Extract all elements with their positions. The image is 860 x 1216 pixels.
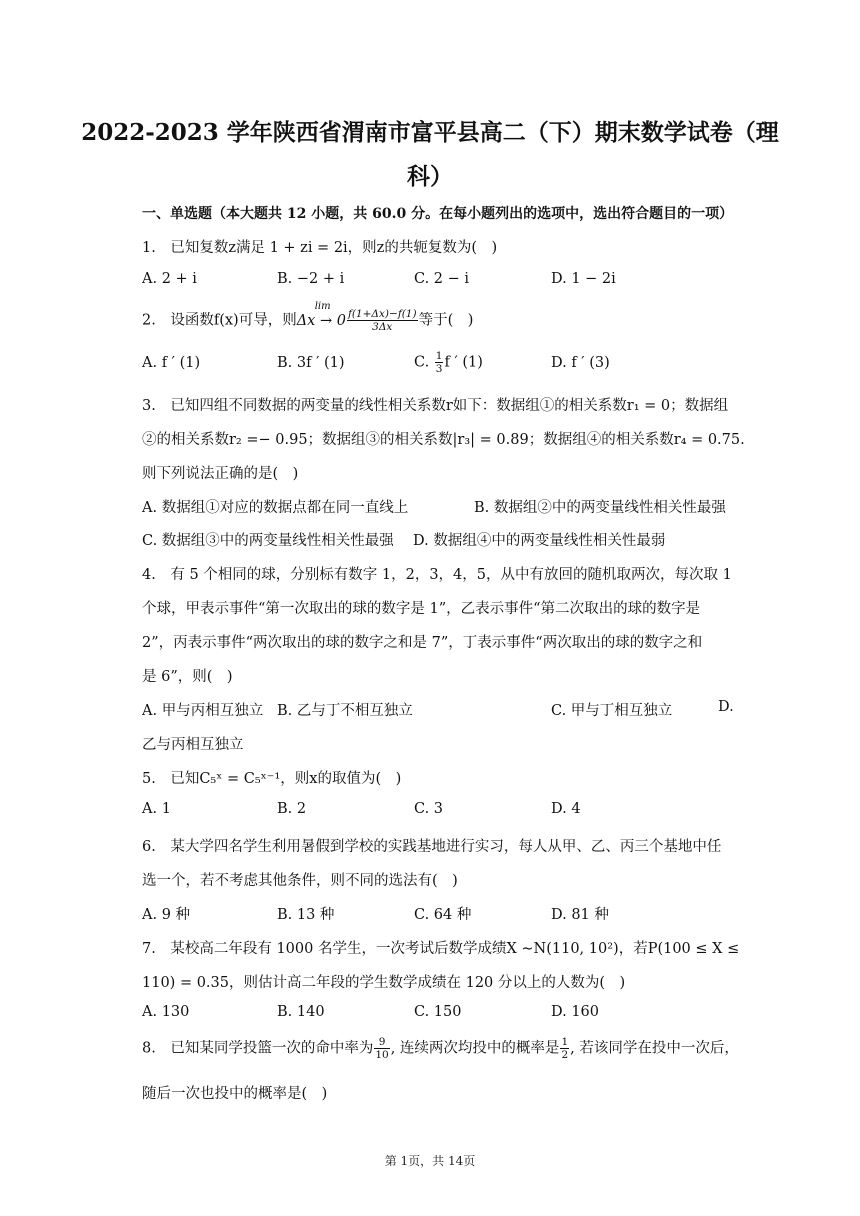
q5-option-b: B. 2	[277, 801, 307, 817]
question-4-line1: 4. 有 5 个相同的球，分别标有数字 1，2，3，4，5，从中有放回的随机取两次，每次取 1	[142, 567, 732, 583]
q2-option-b: B. 3f ′ (1)	[277, 355, 345, 371]
question-2-stem	[142, 300, 474, 333]
q3-option-d: D. 数据组④中的两变量线性相关性最弱	[413, 533, 666, 549]
q2-frac-den: 3Δx	[372, 321, 393, 333]
q3-option-a: A. 数据组①对应的数据点都在同一直线上	[142, 500, 409, 516]
q2-option-c	[414, 350, 483, 375]
q5-option-a: A. 1	[142, 801, 171, 817]
frac-den: 2	[561, 1049, 569, 1061]
question-5-stem: 5. 已知C₅ˣ = C₅ˣ⁻¹，则x的取值为( )	[142, 771, 402, 787]
frac-den: 10	[375, 1049, 389, 1061]
q2-stem-pre: 2. 设函数f(x)可导，则	[142, 312, 297, 329]
q7-option-d: D. 160	[551, 1004, 600, 1020]
question-6-line1: 6. 某大学四名学生利用暑假到学校的实践基地进行实习，每人从甲、乙、丙三个基地中任	[142, 839, 722, 855]
q2-fraction	[347, 308, 418, 333]
frac-num: 1	[435, 350, 443, 362]
q8-post: , 若该同学在投中一次后，	[570, 1040, 739, 1057]
page-title-cont: 科）	[407, 163, 453, 190]
question-7-line2: 110) = 0.35，则估计高二年段的学生数学成绩在 120 分以上的人数为( )	[142, 975, 626, 991]
q4-option-b: B. 乙与丁不相互独立	[277, 703, 413, 719]
q4-option-c: C. 甲与丁相互独立	[551, 703, 673, 719]
q5-option-c: C. 3	[414, 801, 444, 817]
question-8-line1	[142, 1036, 739, 1061]
q4-option-a: A. 甲与丙相互独立	[142, 703, 264, 719]
question-8-line2: 随后一次也投中的概率是( )	[142, 1086, 328, 1102]
q3-option-c: C. 数据组③中的两变量线性相关性最强	[142, 533, 394, 549]
frac-num: 9	[374, 1036, 389, 1049]
question-4-line2: 个球，甲表示事件“第一次取出的球的数字是 1”，乙表示事件“第二次取出的球的数字是	[142, 601, 701, 617]
limit-expression	[296, 300, 346, 329]
q1-option-b: B. −2 + i	[277, 271, 345, 287]
q2-stem-post: 等于( )	[418, 312, 474, 329]
q4-option-d-text: 乙与丙相互独立	[142, 737, 244, 753]
q8-mid: , 连续两次均投中的概率是	[390, 1040, 560, 1057]
q2-option-c-fraction	[435, 350, 444, 375]
q6-option-c: C. 64 种	[414, 907, 472, 923]
lim-variable: Δx → 0	[296, 312, 346, 329]
question-4-line4: 是 6”，则( )	[142, 669, 233, 685]
q3-option-b: B. 数据组②中的两变量线性相关性最强	[474, 500, 726, 516]
question-6-line2: 选一个，若不考虑其他条件，则不同的选法有( )	[142, 873, 458, 889]
q2-option-c-expr: f ′ (1)	[444, 354, 483, 371]
question-7-line1: 7. 某校高二年段有 1000 名学生，一次考试后数学成绩X ∼N(110, 10²)，若P(100 ≤ X ≤	[142, 941, 740, 957]
question-4-line3: 2”，丙表示事件“两次取出的球的数字之和是 7”，丁表示事件“两次取出的球的数字之和	[142, 635, 703, 651]
q6-option-b: B. 13 种	[277, 907, 335, 923]
q8-fraction-1	[374, 1036, 389, 1061]
q1-option-a: A. 2 + i	[142, 271, 197, 287]
page-title: 2022-2023 学年陕西省渭南市富平县高二（下）期末数学试卷（理	[81, 119, 779, 146]
q5-option-d: D. 4	[551, 801, 581, 817]
q7-option-a: A. 130	[142, 1004, 190, 1020]
question-3-line3: 则下列说法正确的是( )	[142, 466, 299, 482]
q7-option-b: B. 140	[277, 1004, 325, 1020]
q4-option-d: D.	[718, 699, 734, 715]
q2-frac-num: f(1+Δx)−f(1)	[347, 308, 417, 320]
question-3-line2: ②的相关系数r₂ =− 0.95；数据组③的相关系数|r₃| = 0.89；数据组④的相关系数r₄ = 0.75.	[142, 432, 745, 448]
q2-option-a: A. f ′ (1)	[142, 355, 201, 371]
q6-option-d: D. 81 种	[551, 907, 609, 923]
q2-option-d: D. f ′ (3)	[551, 355, 610, 371]
q2-option-c-label: C.	[414, 354, 434, 371]
q8-fraction-2	[560, 1036, 569, 1061]
page-footer: 第 1页，共 14页	[384, 1154, 476, 1168]
section-heading: 一、单选题（本大题共 12 小题，共 60.0 分。在每小题列出的选项中，选出符合题目的一项）	[142, 206, 734, 222]
lim-label: lim	[314, 300, 331, 312]
q7-option-c: C. 150	[414, 1004, 462, 1020]
frac-num: 1	[561, 1036, 569, 1048]
question-1-stem: 1. 已知复数z满足 1 + zi = 2i，则z的共轭复数为( )	[142, 240, 498, 256]
q8-pre: 8. 已知某同学投篮一次的命中率为	[142, 1040, 374, 1057]
q6-option-a: A. 9 种	[142, 907, 191, 923]
question-3-line1: 3. 已知四组不同数据的两变量的线性相关系数r如下：数据组①的相关系数r₁ = 0；数据组	[142, 398, 729, 414]
q1-option-c: C. 2 − i	[414, 271, 470, 287]
q1-option-d: D. 1 − 2i	[551, 271, 616, 287]
frac-den: 3	[435, 363, 443, 375]
